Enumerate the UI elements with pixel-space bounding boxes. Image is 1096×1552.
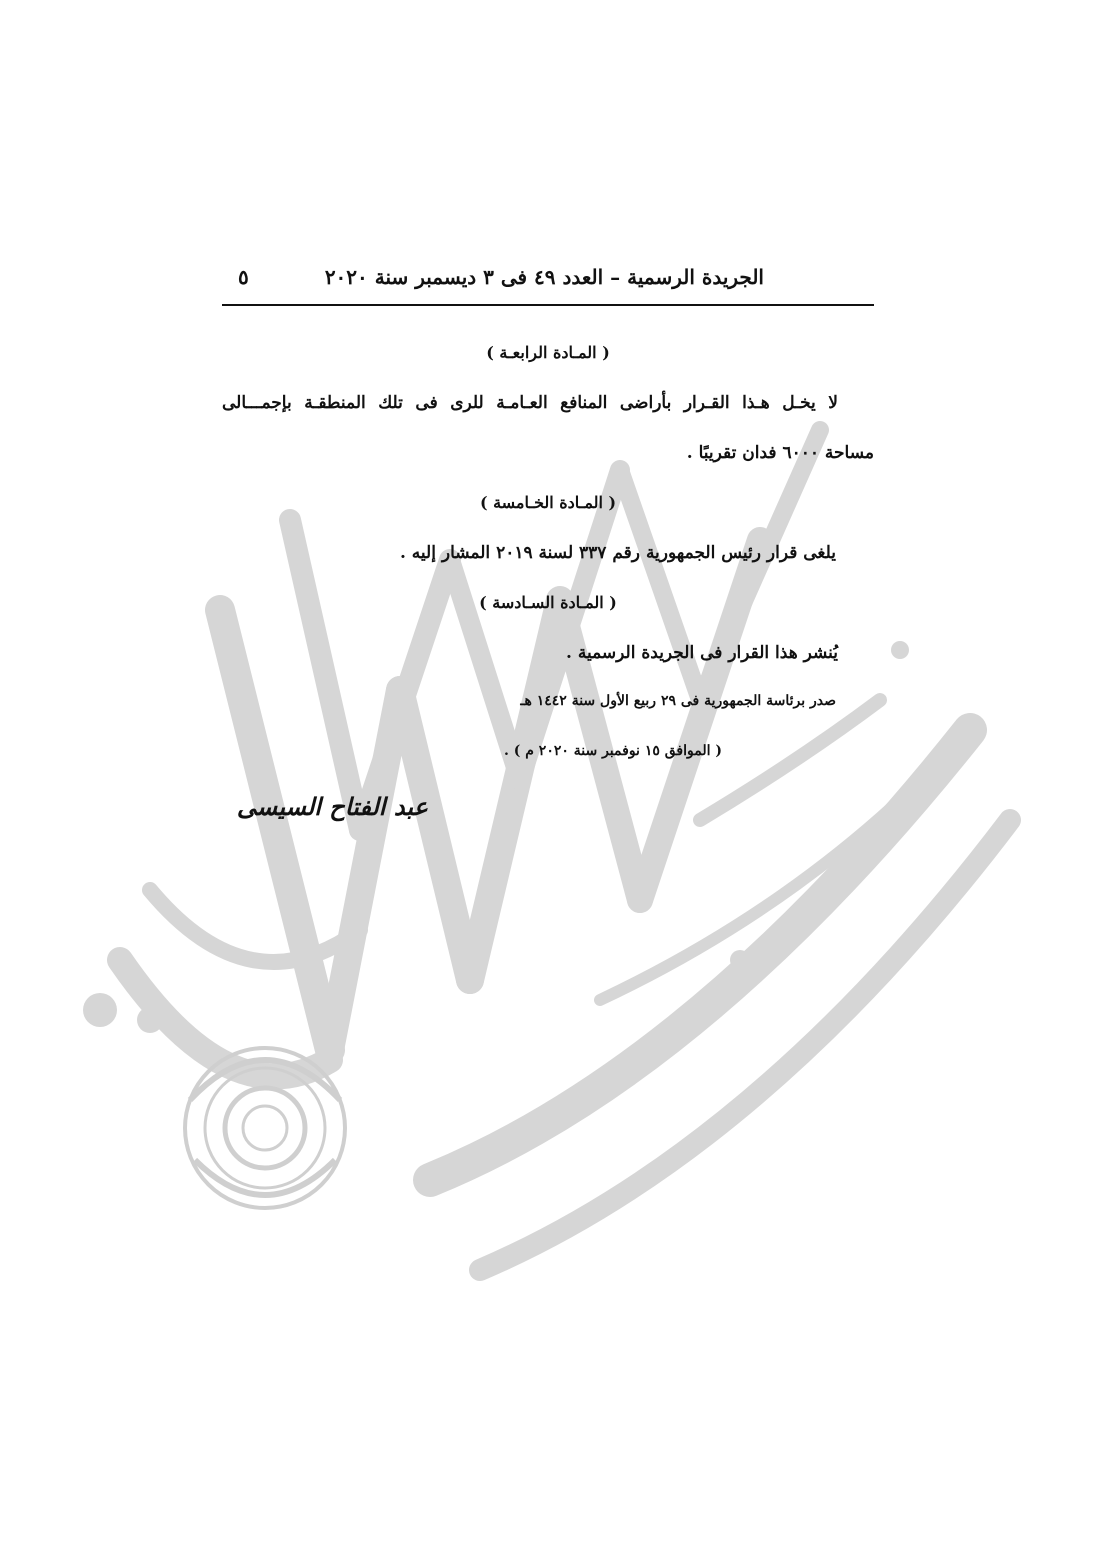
issued-line-1: صدر برئاسة الجمهورية فى ٢٩ ربيع الأول سنة ١٤٤٢ هـ bbox=[520, 693, 836, 709]
signature: عبد الفتاح السيسى bbox=[236, 792, 428, 821]
page-header-title: الجريدة الرسمية – العدد ٤٩ فى ٣ ديسمبر سنة ٢٠٢٠ bbox=[324, 265, 764, 289]
article-5-line-1: يلغى قرار رئيس الجمهورية رقم ٣٣٧ لسنة ٢٠١٩ المشار إليه . bbox=[399, 543, 836, 563]
page-number: ٥ bbox=[238, 265, 249, 289]
article-4-heading: ( المـادة الرابعـة ) bbox=[486, 343, 610, 362]
article-5-heading: ( المـادة الخـامسة ) bbox=[479, 493, 617, 512]
article-4-line-1: لا يخـل هـذا القـرار بأراضى المنافع العـامـة للرى فى تلك المنطقـة بإجمـــالى bbox=[222, 393, 838, 413]
article-4-line-2: مساحة ٦٠٠٠ فدان تقريبًا . bbox=[686, 443, 874, 463]
issued-line-2: ( الموافق ١٥ نوفمبر سنة ٢٠٢٠ م ) . bbox=[504, 743, 722, 759]
article-6-line-1: يُنشر هذا القرار فى الجريدة الرسمية . bbox=[566, 643, 838, 663]
header-rule bbox=[222, 304, 874, 306]
article-6-heading: ( المـادة السـادسة ) bbox=[479, 593, 617, 612]
